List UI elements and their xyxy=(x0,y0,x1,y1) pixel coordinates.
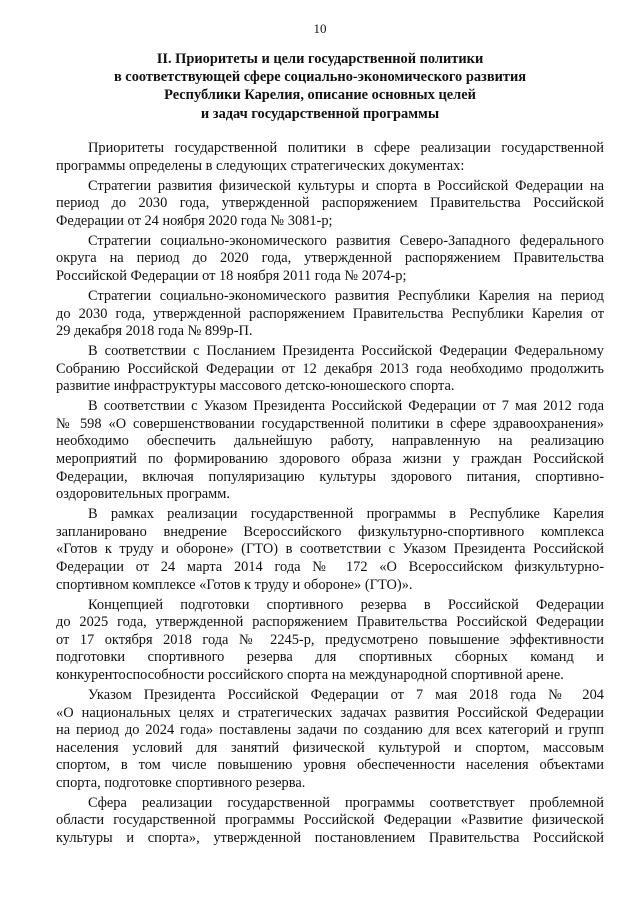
text-line: Стратегии социально-экономического развития Республики Карелия на период xyxy=(88,287,604,304)
text-line: В соответствии с Указом Президента Российской Федерации от 7 мая 2012 года xyxy=(88,398,604,415)
text-line: программы определены в следующих стратегических документах: xyxy=(56,157,465,174)
text-line: «О национальных целях и стратегических задачах развития Российской Федерации xyxy=(56,704,604,721)
page-number: 10 xyxy=(313,21,327,36)
text-line: Стратегии развития физической культуры и спорта в Российской Федерации на xyxy=(88,177,604,194)
text-line: на период до 2024 года» поставлены задачи по созданию для всех категорий и групп xyxy=(56,722,604,739)
text-line: Концепцией подготовки спортивного резерва в Российской Федерации xyxy=(88,596,604,613)
text-line: Федерации, включая популяризацию культуры здорового питания, спортивно- xyxy=(56,468,604,485)
text-line: подготовки спортивного резерва для спортивных сборных команд и xyxy=(56,649,604,666)
text-line: округа на период до 2020 года, утвержденной распоряжением Правительства xyxy=(56,250,604,267)
text-line: Российской Федерации от 18 ноября 2011 года № 2074-р; xyxy=(56,267,407,284)
text-line: культуры и спорта», утвержденной постановлением Правительства Российской xyxy=(56,830,604,847)
text-line: спортивном комплексе «Готов к труду и обороне» (ГТО)». xyxy=(56,576,413,593)
heading-line: в соответствующей сфере социально-экономического развития xyxy=(113,69,527,86)
text-line: Собранию Российской Федерации от 12 декабря 2013 года необходимо продолжить xyxy=(56,360,604,377)
heading-line: II. Приоритеты и цели государственной политики xyxy=(156,51,484,67)
paragraph xyxy=(56,343,604,396)
text-line: оздоровительных программ. xyxy=(56,486,230,503)
text-line: 29 декабря 2018 года № 899р-П. xyxy=(56,323,253,340)
paragraph xyxy=(56,687,604,793)
paragraph xyxy=(56,178,604,231)
paragraph xyxy=(56,597,604,685)
text-line: мероприятий по формированию здорового образа жизни у граждан Российской xyxy=(56,451,604,468)
text-line: Федерации от 24 ноября 2020 года № 3081-р; xyxy=(56,212,333,229)
text-line: Федерации от 24 марта 2014 года № 172 «О Всероссийском физкультурно- xyxy=(56,559,604,575)
paragraph xyxy=(56,506,604,594)
paragraph xyxy=(56,398,604,504)
text-line: развитие инфраструктуры массового детско-юношеского спорта. xyxy=(56,378,455,395)
heading-line: Республики Карелия, описание основных целей xyxy=(164,87,476,104)
text-line: запланировано внедрение Всероссийского физкультурно-спортивного комплекса xyxy=(56,523,604,540)
text-line: № 598 «О совершенствовании государственной политики в сфере здравоохранения» xyxy=(56,415,604,432)
text-line: области государственной программы Российской Федерации «Развитие физической xyxy=(56,812,604,829)
text-line: период до 2030 года, утвержденной распоряжением Правительства Российской xyxy=(56,195,604,212)
document-body xyxy=(56,140,604,850)
text-line: Стратегии социально-экономического развития Северо-Западного федерального xyxy=(88,232,604,249)
paragraph xyxy=(56,233,604,286)
text-line: В рамках реализации государственной программы в Республике Карелия xyxy=(88,506,604,523)
text-line: Сфера реализации государственной программы соответствует проблемной xyxy=(88,794,604,811)
heading-line: и задач государственной программы xyxy=(200,105,440,122)
text-line: населения условий для занятий физической культурой и спортом, массовым xyxy=(56,739,604,756)
text-line: Приоритеты государственной политики в сфере реализации государственной xyxy=(88,140,604,156)
paragraph xyxy=(56,795,604,848)
text-line: спортом, в том числе повышению уровня обеспеченности населения объектами xyxy=(56,757,604,774)
text-line: «Готов к труду и обороне» (ГТО) в соответствии с Указом Президента Российской xyxy=(56,541,604,558)
text-line: В соответствии с Посланием Президента Российской Федерации Федеральному xyxy=(88,343,604,360)
text-line: конкурентоспособности российского спорта на международной спортивной арене. xyxy=(56,666,564,683)
text-line: до 2025 года, утвержденной распоряжением Правительства Российской Федерации xyxy=(56,614,604,631)
section-heading xyxy=(62,50,578,123)
text-line: до 2030 года, утвержденной распоряжением Правительства Республики Карелия от xyxy=(56,305,604,322)
text-line: спорта, подготовке спортивного резерва. xyxy=(56,774,306,791)
text-line: необходимо обеспечить дальнейшую работу, направленную на реализацию xyxy=(56,433,604,450)
paragraph xyxy=(56,140,604,175)
text-line: Указом Президента Российской Федерации от 7 мая 2018 года № 204 xyxy=(88,686,604,703)
paragraph xyxy=(56,288,604,341)
text-line: от 17 октября 2018 года № 2245-р, предусмотрено повышение эффективности xyxy=(56,631,604,648)
